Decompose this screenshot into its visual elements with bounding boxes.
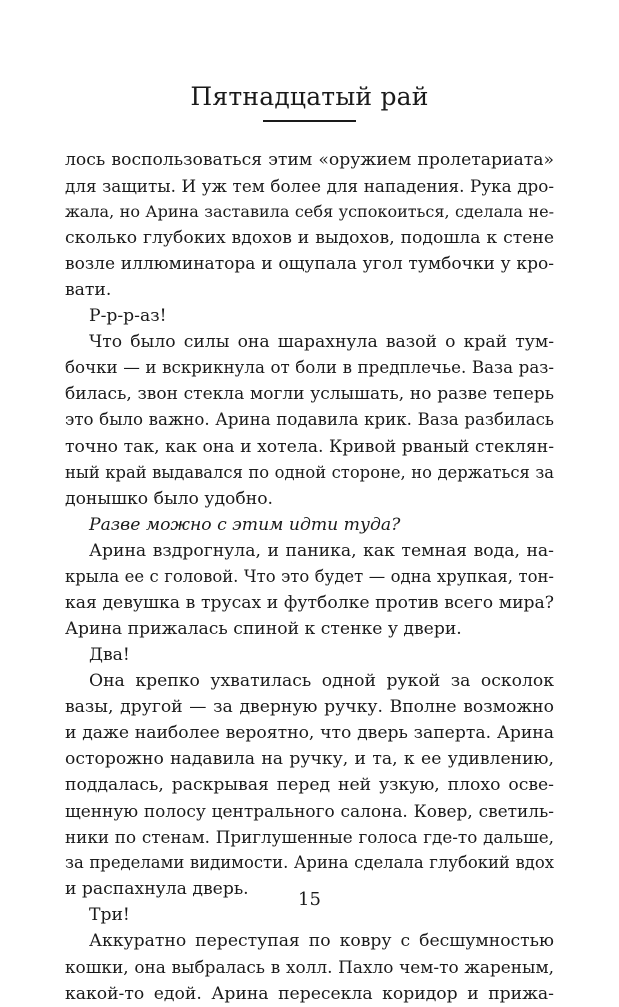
text-line: донышко было удобно. (65, 488, 274, 509)
text-line: возле иллюминатора и ощупала угол тумбочки у кро- (65, 254, 554, 275)
text-line: жала, но Арина заставила себя успокоиться, сделала не- (65, 202, 554, 222)
text-line: Она крепко ухватилась одной рукой за осколок (89, 670, 554, 691)
text-line: вазы, другой — за дверную ручку. Вполне возможно (65, 696, 554, 717)
text-line: Арина вздрогнула, и паника, как темная вода, на- (89, 540, 554, 561)
text-line: вати. (65, 280, 112, 301)
text-line: билась, звон стекла могли услышать, но разве теперь (65, 384, 554, 405)
body-text (65, 147, 554, 1007)
text-line: ный край выдавался по одной стороне, но держаться за (65, 462, 554, 482)
text-line: крыла ее с головой. Что это будет — одна хрупкая, тон- (65, 566, 554, 586)
text-line: какой-то едой. Арина пересекла коридор и прижа- (65, 983, 554, 1004)
text-line: лось воспользоваться этим «оружием пролетариата» (65, 150, 554, 170)
text-line: кая девушка в трусах и футболке против всего мира? (65, 592, 554, 613)
text-line: для защиты. И уж тем более для нападения. Рука дро- (65, 176, 554, 197)
text-line: Разве можно с этим идти туда? (89, 514, 401, 535)
text-line: бочки — и вскрикнула от боли в предплечье. Ваза раз- (65, 358, 554, 378)
text-line: и распахнула дверь. (65, 879, 249, 900)
text-line: ники по стенам. Приглушенные голоса где-то дальше, (65, 827, 554, 848)
text-line: это было важно. Арина подавила крик. Ваза разбилась (65, 410, 554, 430)
text-line: сколько глубоких вдохов и выдохов, подошла к стене (65, 228, 554, 249)
header-rule (263, 120, 356, 122)
text-line: точно так, как она и хотела. Кривой рваный стеклян- (65, 436, 554, 457)
text-line: Р-р-р-аз! (89, 306, 167, 327)
text-line: Три! (89, 905, 130, 926)
text-line: за пределами видимости. Арина сделала глубокий вдох (65, 853, 554, 873)
text-line: кошки, она выбралась в холл. Пахло чем-то жареным, (65, 957, 554, 978)
text-line: Арина прижалась спиной к стенке у двери. (65, 618, 462, 639)
text-line: поддалась, раскрывая перед ней узкую, плохо осве- (65, 775, 554, 796)
page-number: 15 (298, 889, 321, 910)
text-line: Что было силы она шарахнула вазой о край тум- (89, 332, 554, 353)
text-line: Аккуратно переступая по ковру с бесшумностью (89, 931, 554, 952)
running-header-title: Пятнадцатый рай (190, 82, 429, 111)
text-line: щенную полосу центрального салона. Ковер, светиль- (65, 801, 554, 822)
text-line: и даже наиболее вероятно, что дверь заперта. Арина (65, 723, 554, 744)
text-line: Два! (89, 644, 130, 665)
text-line: осторожно надавила на ручку, и та, к ее удивлению, (65, 749, 554, 770)
